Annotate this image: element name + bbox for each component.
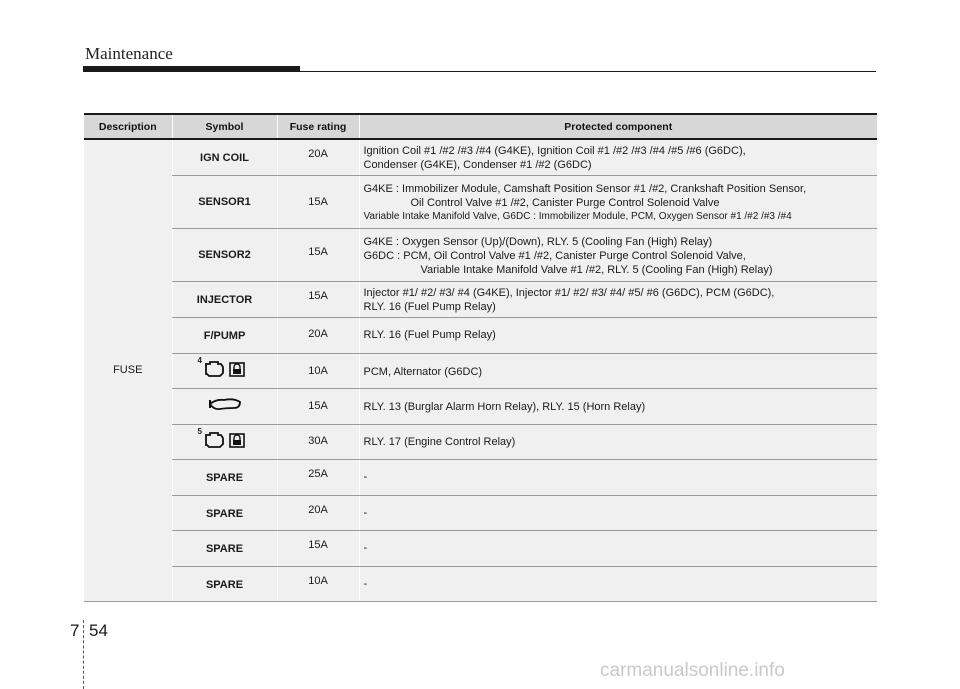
component-cell <box>359 353 877 388</box>
component-cell <box>359 388 877 424</box>
table-header-row <box>84 114 877 139</box>
component-cell <box>359 139 877 175</box>
page-number-divider <box>83 620 84 689</box>
rating-cell <box>277 495 359 530</box>
fuse-rating: 25A <box>308 467 328 480</box>
table-row <box>84 139 877 175</box>
table-row <box>84 353 877 388</box>
symbol-superscript: 5 <box>197 426 202 436</box>
table-row <box>84 459 877 495</box>
component-line: RLY. 16 (Fuel Pump Relay) <box>363 328 496 341</box>
symbol-superscript: 4 <box>197 355 202 365</box>
fuse-rating: 20A <box>308 148 328 160</box>
symbol-cell <box>172 459 277 495</box>
component-line: - <box>363 470 368 483</box>
component-line: Oil Control Valve #1 /#2, Canister Purge Control Solenoid Valve <box>410 196 720 209</box>
symbol-cell <box>172 424 277 459</box>
column-header-protected-component: Protected component <box>359 114 877 139</box>
component-cell <box>359 317 877 353</box>
fuse-table <box>84 113 877 602</box>
symbol-label: SPARE <box>205 471 244 484</box>
component-cell <box>359 530 877 566</box>
table-row <box>84 495 877 530</box>
component-cell <box>359 175 877 228</box>
component-line: - <box>363 577 368 590</box>
component-line: RLY. 13 (Burglar Alarm Horn Relay), RLY. 15 (Horn Relay) <box>363 400 646 413</box>
symbol-label: SENSOR1 <box>198 195 251 208</box>
fuse-rating: 15A <box>308 289 328 302</box>
table-row <box>84 317 877 353</box>
component-line: G4KE : Oxygen Sensor (Up)/(Down), RLY. 5 (Cooling Fan (High) Relay) <box>363 235 713 248</box>
component-line: RLY. 17 (Engine Control Relay) <box>363 435 516 448</box>
symbol-cell <box>172 388 277 424</box>
page-header-title: Maintenance <box>85 44 173 63</box>
rating-cell <box>277 175 359 228</box>
fuse-rating: 10A <box>308 364 328 377</box>
fuse-rating: 10A <box>308 574 328 587</box>
description-cell: FUSE <box>84 139 172 601</box>
fuse-rating: 15A <box>308 195 328 208</box>
component-line: G6DC : PCM, Oil Control Valve #1 /#2, Canister Purge Control Solenoid Valve, <box>363 249 746 262</box>
component-line: Condenser (G4KE), Condenser #1 /#2 (G6DC) <box>363 159 592 171</box>
component-cell <box>359 424 877 459</box>
fuse-rating: 15A <box>308 245 328 258</box>
rating-cell <box>277 388 359 424</box>
watermark: carmanualsonline.info <box>600 660 785 681</box>
rating-cell <box>277 228 359 281</box>
symbol-cell <box>172 175 277 228</box>
symbol-label: SPARE <box>205 578 244 591</box>
horn-icon <box>208 396 242 416</box>
rating-cell <box>277 317 359 353</box>
component-cell <box>359 228 877 281</box>
symbol-cell <box>172 317 277 353</box>
table-row <box>84 281 877 317</box>
table-row <box>84 175 877 228</box>
component-line: - <box>363 541 368 554</box>
component-cell <box>359 281 877 317</box>
table-row <box>84 424 877 459</box>
engine-lock-icon <box>197 426 247 451</box>
column-header-description: Description <box>84 114 172 139</box>
symbol-label: SPARE <box>205 507 244 520</box>
fuse-rating: 15A <box>308 399 328 412</box>
symbol-cell <box>172 281 277 317</box>
rating-cell <box>277 353 359 388</box>
rating-cell <box>277 459 359 495</box>
component-cell <box>359 566 877 601</box>
rating-cell <box>277 530 359 566</box>
header-rule-thin <box>83 71 876 72</box>
symbol-cell <box>172 353 277 388</box>
component-line: Variable Intake Manifold Valve #1 /#2, RLY. 5 (Cooling Fan (High) Relay) <box>420 263 773 276</box>
rating-cell <box>277 281 359 317</box>
symbol-label: INJECTOR <box>196 293 253 306</box>
page-number: 54 <box>89 621 108 640</box>
component-line: G4KE : Immobilizer Module, Camshaft Position Sensor #1 /#2, Crankshaft Position Sensor, <box>363 182 807 195</box>
component-cell <box>359 459 877 495</box>
rating-cell <box>277 424 359 459</box>
symbol-label: IGN COIL <box>200 152 249 164</box>
column-header-symbol: Symbol <box>172 114 277 139</box>
rating-cell <box>277 139 359 175</box>
symbol-cell <box>172 139 277 175</box>
symbol-label: F/PUMP <box>203 329 246 342</box>
component-line: - <box>363 506 368 519</box>
fuse-rating: 15A <box>308 538 328 551</box>
symbol-label: SENSOR2 <box>198 248 251 261</box>
table-row <box>84 388 877 424</box>
symbol-cell <box>172 228 277 281</box>
component-line: RLY. 16 (Fuel Pump Relay) <box>363 300 496 313</box>
table-row <box>84 566 877 601</box>
rating-cell <box>277 566 359 601</box>
fuse-rating: 20A <box>308 327 328 340</box>
table-row <box>84 228 877 281</box>
column-header-fuse-rating: Fuse rating <box>277 114 359 139</box>
component-line: Variable Intake Manifold Valve, G6DC : Immobilizer Module, PCM, Oxygen Sensor #1 /#2 /#3 /#4 <box>363 210 792 222</box>
symbol-cell <box>172 530 277 566</box>
symbol-label: SPARE <box>205 542 244 555</box>
fuse-rating: 30A <box>308 434 328 447</box>
component-cell <box>359 495 877 530</box>
engine-lock-icon <box>197 355 247 380</box>
component-line: PCM, Alternator (G6DC) <box>363 365 483 378</box>
component-line: Injector #1/ #2/ #3/ #4 (G4KE), Injector #1/ #2/ #3/ #4/ #5/ #6 (G6DC), PCM (G6DC), <box>363 286 775 299</box>
table-row <box>84 530 877 566</box>
component-line: Ignition Coil #1 /#2 /#3 /#4 (G4KE), Ignition Coil #1 /#2 /#3 /#4 /#5 /#6 (G6DC), <box>363 145 746 157</box>
section-number: 7 <box>70 621 80 640</box>
fuse-rating: 20A <box>308 503 328 516</box>
symbol-cell <box>172 566 277 601</box>
symbol-cell <box>172 495 277 530</box>
